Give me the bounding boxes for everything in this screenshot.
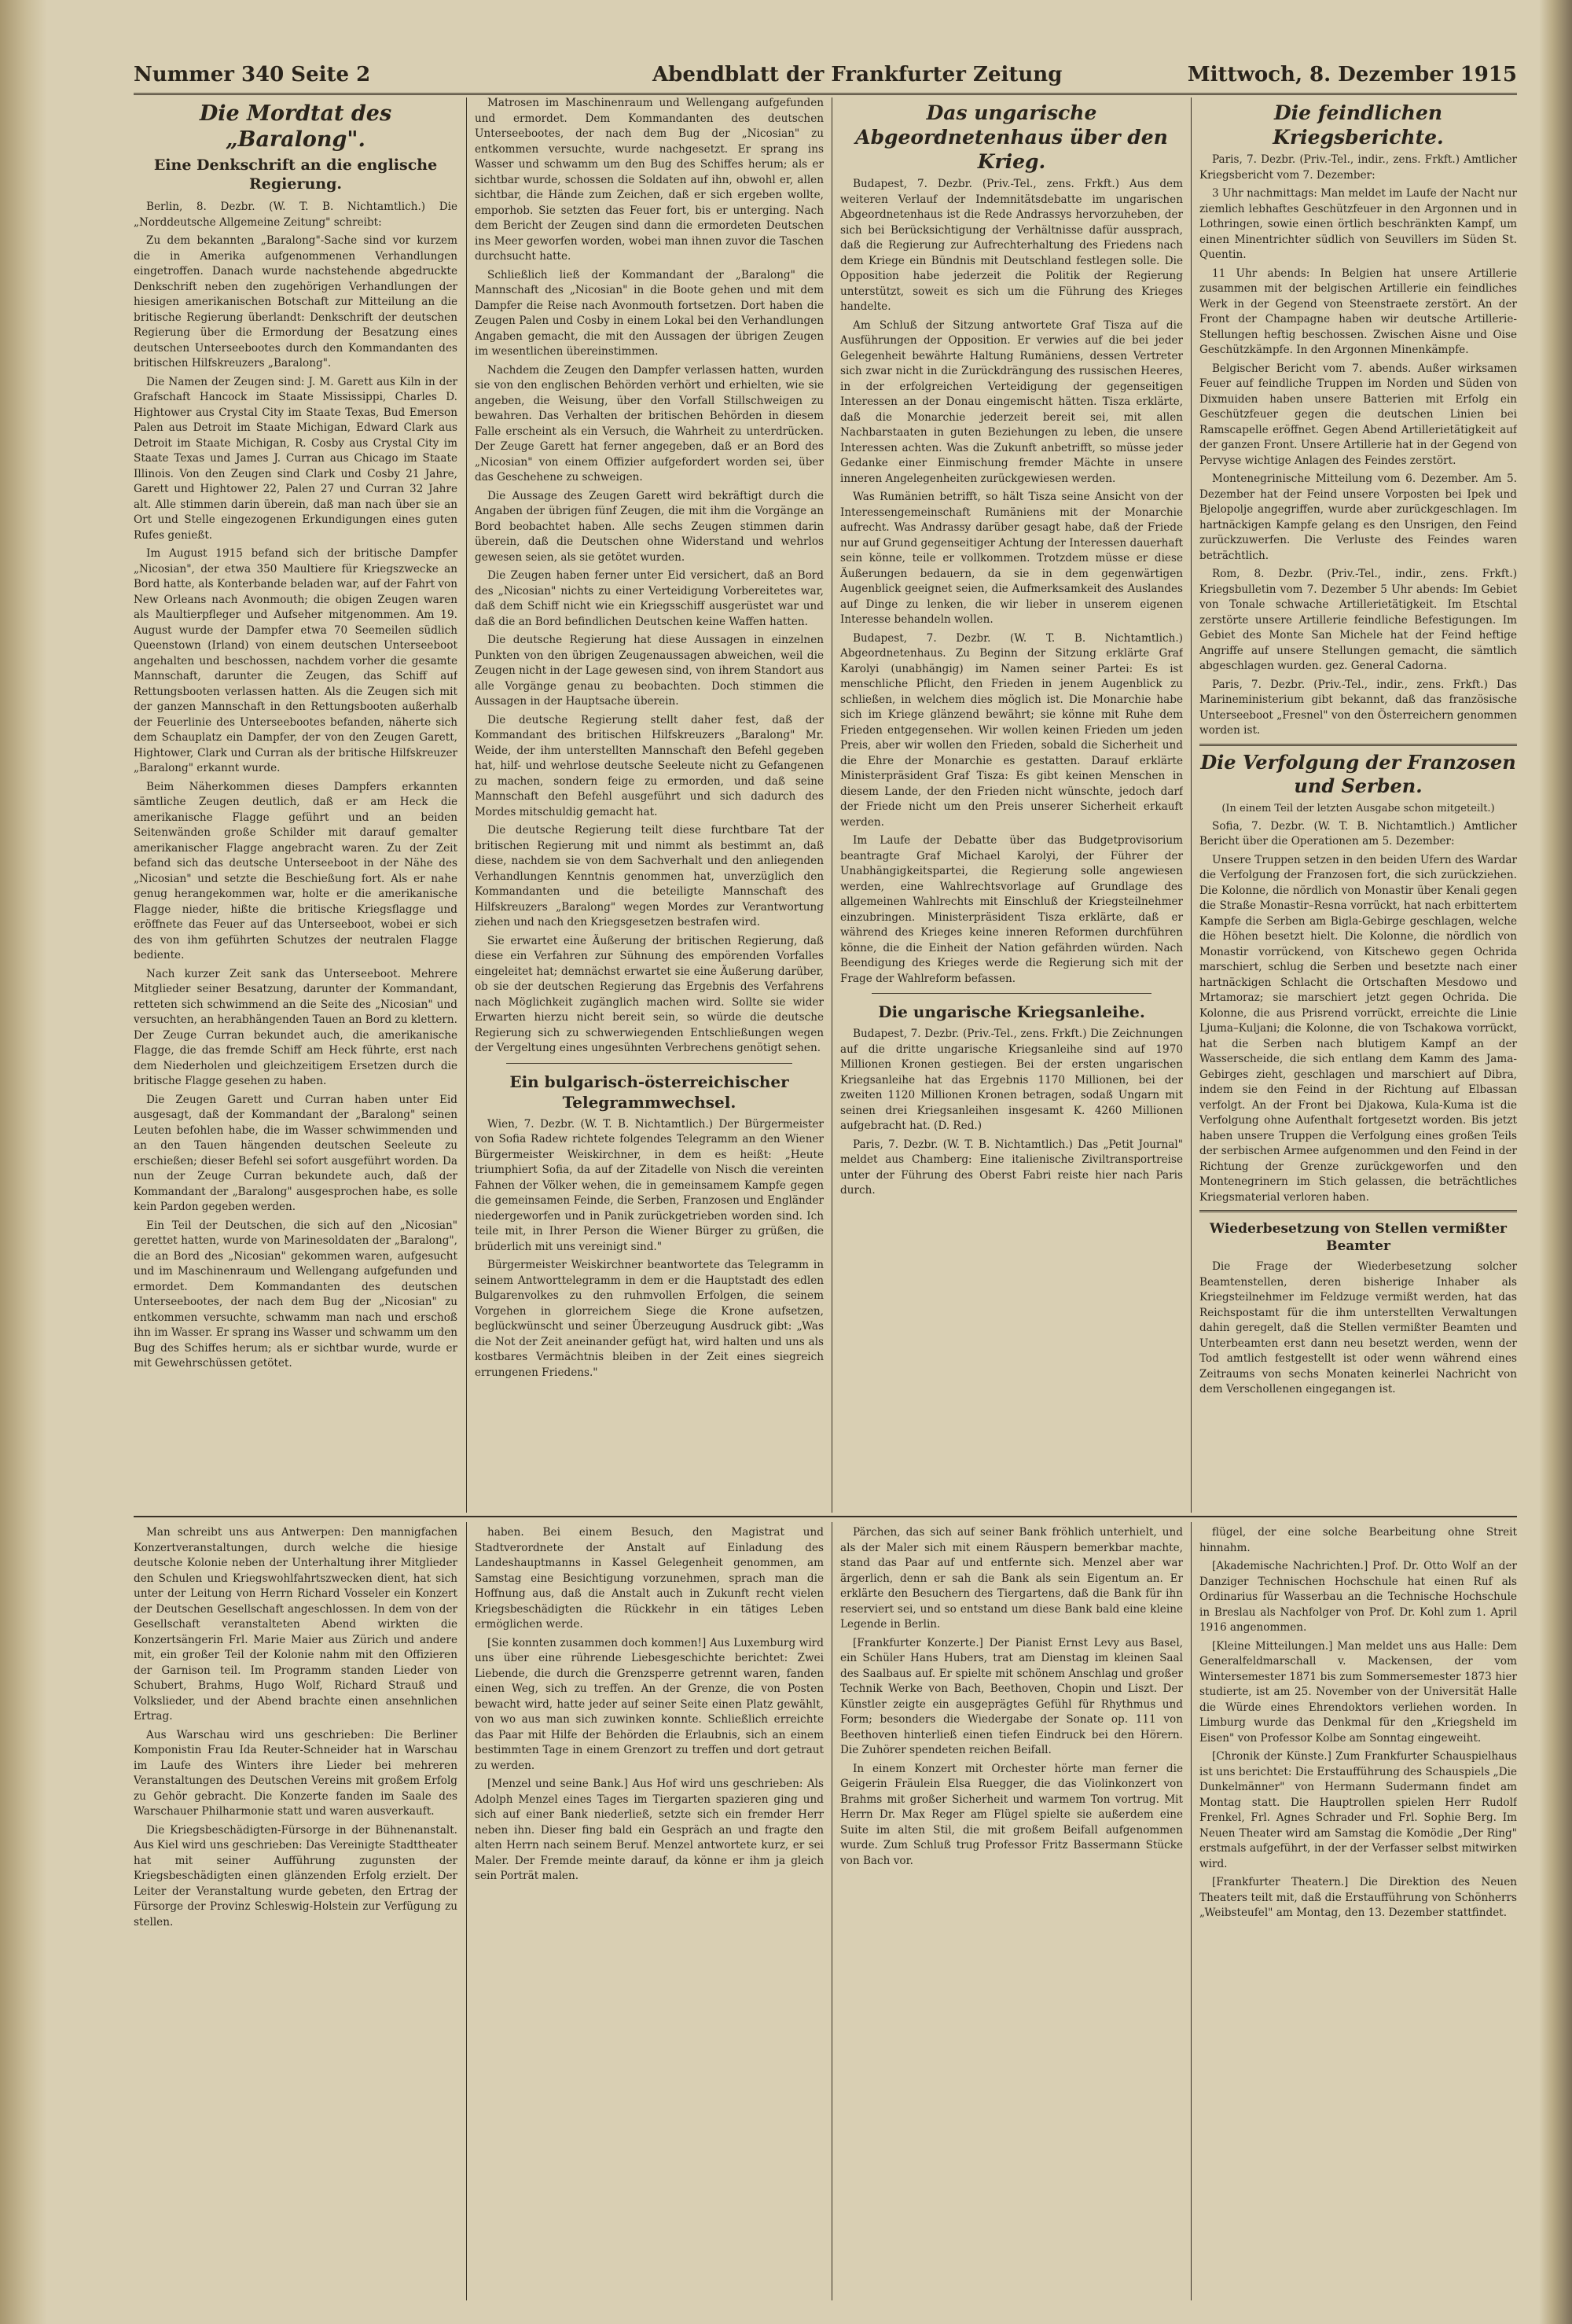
- paragraph: Am Schluß der Sitzung antwortete Graf Tisza auf die Ausführungen der Opposition. Er verwies auf die bei jeder Gelegenheit bewährte Haltung Rumäniens, dessen Vertreter sich zwar nicht in die Zurückdrängung des russischen Heeres, in der erfolgreichen Verteidigung der gegenseitigen Interessen an der Donau eingemischt hätten. Tisza erklärte, daß die Monarchie jederzeit bereit sei, mit allen Nachbarstaaten in guten Beziehungen zu leben, die unsere Interessen achten. Was die Zukunft anbetrifft, so müsse jeder Gedanke einer Einmischung fremder Mächte in unsere inneren Angelegenheiten zurückgewiesen werden.: [840, 318, 1183, 485]
- issue-date: Mittwoch, 8. Dezember 1915: [1187, 63, 1517, 86]
- paragraph: haben. Bei einem Besuch, den Magistrat und Stadtverordnete der Anstalt auf Einladung des Landeshauptmanns in Kassel Gelegenheit genommen, am Samstag eine Besichtigung vorzunehmen, sprach man die Hoffnung aus, daß die Anstalt auch in Zukunft recht vielen Kriegsbeschädigten die Rückkehr in ein tätiges Leben ermöglichen werde.: [475, 1526, 824, 1631]
- paragraph: Die Zeugen haben ferner unter Eid versichert, daß an Bord des „Nicosian" nichts zu einer Verteidigung Vorbereitetes war, daß dem Schiff nicht wie ein Kriegsschiff ausgerüstet war und daß die an Bord befindlichen Deutschen keine Waffen hatten.: [475, 569, 824, 628]
- paragraph: Man schreibt uns aus Antwerpen: Den mannigfachen Konzertveranstaltungen, durch welche die hiesige deutsche Kolonie neben der Unterhaltung ihrer Mitglieder den Schulen und Kriegswohlfahrtszwecken dient, hat sich unter der Leitung von Herrn Richard Vosseler ein Konzert der Deutschen Gesellschaft angeschlossen. In dem von der Gesellschaft veranstalteten Abend wirkten die Konzertsängerin Frl. Marie Maier aus Zürich und andere mit, ein großer Teil der Kolonie nahm mit den Offizieren der Garnison teil. Im Programm standen Lieder von Schubert, Brahms, Hugo Wolf, Richard Strauß und Volkslieder, und der Abend brachte einen ansehnlichen Ertrag.: [134, 1526, 457, 1723]
- paragraph: Schließlich ließ der Kommandant der „Baralong" die Mannschaft des „Nicosian" in die Boote gehen und mit dem Dampfer die Reise nach Avonmouth fortsetzen. Dort haben die Zeugen Palen und Cosby in einem Lokal bei den Verhandlungen Angaben gemacht, die mit den Aussagen der übrigen Zeugen im wesentlichen übereinstimmen.: [475, 268, 824, 358]
- paragraph: Die Kriegsbeschädigten-Fürsorge in der Bühnenanstalt. Aus Kiel wird uns geschrieben: Das Vereinigte Stadttheater hat mit seiner Aufführung zugunsten der Kriegsbeschädigten einen glänzenden Erfolg erzielt. Der Leiter der Veranstaltung wurde gebeten, den Ertrag der Fürsorge der Provinz Schleswig-Holstein zur Verfügung zu stellen.: [134, 1823, 457, 1929]
- article-title: Die Verfolgung der Franzosen und Serben.: [1200, 750, 1516, 797]
- paragraph: 11 Uhr abends: In Belgien hat unsere Artillerie zusammen mit der belgischen Artillerie ein feindliches Werk in der Gegend von Steenstraete zerstört. An der Front der Champagne haben wir deutsche Artillerie-Stellungen heftig beschossen. Zwischen Aisne und Oise Geschützkämpfe. In den Argonnen Minenkämpfe.: [1199, 267, 1517, 356]
- paragraph: Die deutsche Regierung stellt daher fest, daß der Kommandant des britischen Hilfskreuzers „Baralong" Mr. Weide, der ihm unterstellten Mannschaft den Befehl gegeben hat, hilf- und wehrlose deutsche Seeleute nicht zu Gefangenen zu machen, sondern feige zu ermorden, und daß seine Mannschaft den Befehl ausgeführt und sich dadurch des Mordes mitschuldig gemacht hat.: [475, 713, 824, 818]
- paragraph: Nachdem die Zeugen den Dampfer verlassen hatten, wurden sie von den englischen Behörden verhört und erhielten, wie sie angeben, die Weisung, über den Vorfall Stillschweigen zu bewahren. Das Verhalten der britischen Behörden in diesem Falle erscheint als ein Versuch, die Wahrheit zu unterdrücken. Der Zeuge Garett hat ferner angegeben, daß er an Bord des „Nicosian" von einem Offizier aufgefordert worden sei, über das Geschehene zu schweigen.: [475, 363, 824, 484]
- paragraph: Die Namen der Zeugen sind: J. M. Garett aus Kiln in der Grafschaft Hancock im Staate Mississippi, Charles D. Hightower aus Crystal City im Staate Texas, Bud Emerson Palen aus Detroit im Staate Michigan, Edward Clark aus Detroit im Staate Michigan, R. Cosby aus Crystal City im Staate Texas und James J. Curran aus Chicago im Staate Illinois. Von den Zeugen sind Clark und Cosby 21 Jahre, Garett und Hightower 22, Palen 27 und Curran 32 Jahre alt. Alle stimmen darin überein, daß man nach über sie an Ort und Stelle eingezogenen Erkundigungen eines guten Rufes genießt.: [134, 375, 457, 542]
- paragraph: Nach kurzer Zeit sank das Unterseeboot. Mehrere Mitglieder seiner Besatzung, darunter der Kommandant, retteten sich schwimmend an die Seite des „Nicosian" und versuchten, an herabhängenden Tauen an Bord zu klettern. Der Zeuge Curran bekundet auch, die amerikanische Flagge, die das fremde Schiff am Heck führte, erst nach dem Niederholen und gleichzeitigem Ersetzen durch die britische Flagge gesehen zu haben.: [134, 967, 457, 1087]
- section-divider: [506, 1063, 792, 1064]
- feuilleton-column-3: [840, 1525, 1183, 2296]
- paragraph: Unsere Truppen setzen in den beiden Ufern des Wardar die Verfolgung der Franzosen fort, die sich zurückziehen. Die Kolonne, die nördlich von Monastir über Kenali gegen die Straße Monastir–Resna vorrückt, hat nach erbittertem Kampfe die Serben am Bigla-Gebirge geschlagen, welche die Höhen besetzt hielt. Die Kolonne, die nördlich von Monastir vorrückend, von Kitschewo gegen Ochrida marschiert, schlug die Serben und besetzte nach einer hartnäckigen Schlacht die Ortschaften Mesdowo und Mrtamoraz; sie marschiert jetzt gegen Ochrida. Die Kolonne, die aus Prisrend vorrückt, erreichte die Linie Ljuma–Kuljani; die Kolonne, die von Tschakowa vorrückt, hat die Serben nach blutigem Kampf an der Wasserscheide, die sich entlang dem Kamm des Jama-Gebirges zieht, geschlagen und marschiert auf Dibra, indem sie den Feind in der Richtung auf Elbassan verfolgt. An der Front bei Djakowa, Kula-Kuma ist die Verfolgung ohne Aufenthalt fortgesetzt worden. Bis jetzt haben unsere Truppen die Verfolgung eines großen Teils der serbischen Armee aufgenommen und den Feind in der Richtung der Grenze zurückgeworfen und den Montenegrinern im Stich gelassen, die beträchtliches Kriegsmaterial verloren haben.: [1199, 853, 1517, 1204]
- article-hungarian-parliament: [840, 96, 1183, 1511]
- paragraph: Paris, 7. Dezbr. (Priv.-Tel., indir., zens. Frkft.) Amtlicher Kriegsbericht vom 7. Dezember:: [1199, 153, 1517, 182]
- article-title: Die Mordtat des „Baralong".: [199, 101, 392, 152]
- paragraph: Aus Warschau wird uns geschrieben: Die Berliner Komponistin Frau Ida Reuter-Schneider hat in Warschau im Laufe des Winters ihre Lieder bei mehreren Veranstaltungen des Deutschen Vereins mit großem Erfolg zu Gehör gebracht. Die Konzerte fanden im Saale des Warschauer Philharmonie statt und waren ausverkauft.: [134, 1728, 457, 1818]
- paragraph: Was Rumänien betrifft, so hält Tisza seine Ansicht von der Interessengemeinschaft Rumäniens mit der Monarchie aufrecht. Was Andrassy darüber gesagt habe, daß der Friede nur auf Grund gegenseitiger Achtung der Interessen dauerhaft sein könne, teile er vollkommen. Trotzdem müsse er diese Äußerungen bedauern, da sie in dem gegenwärtigen Augenblick geeignet seien, die Aufmerksamkeit des Auslandes auf Dinge zu lenken, die wir lieber in unserem eigenen Interesse behandeln wollen.: [840, 491, 1183, 626]
- article-title: Ein bulgarisch-österreichischer Telegrammwechsel.: [509, 1072, 789, 1112]
- paragraph: Matrosen im Maschinenraum und Wellengang aufgefunden und ermordet. Dem Kommandanten des deutschen Unterseebootes, der nach dem Bug der „Nicosian" zu entkommen versuchte, wurde nachgesetzt. Er sprang ins Wasser und schwamm um den Bug des Schiffes herum; als er sichtbar wurde, schossen die Soldaten auf ihn, obwohl er, allen sichtbar, die Hände zum Zeichen, daß er sich ergeben wollte, emporhob. Sie setzten das Feuer fort, bis er unterging. Nach dem Bericht der Zeugen sind dann die ermordeten Deutschen ins Meer geworfen worden, wobei man ihnen zuvor die Taschen durchsucht hatte.: [475, 97, 824, 263]
- paragraph: Budapest, 7. Dezbr. (Priv.-Tel., zens. Frkft.) Aus dem weiteren Verlauf der Indemnitätsdebatte im ungarischen Abgeordnetenhaus ist die Rede Andrassys hervorzuheben, der sich bei Berücksichtigung der Verhältnisse dafür aussprach, daß die Regierung zur Aufrechterhaltung des Friedens nach dem Kriege ein Bündnis mit Deutschland festlegen solle. Die Opposition habe jederzeit die Politik der Regierung unterstützt, soweit es sich um die Führung des Krieges handelte.: [840, 178, 1183, 313]
- paragraph: Die Frage der Wiederbesetzung solcher Beamtenstellen, deren bisherige Inhaber als Kriegsteilnehmer im Feldzuge vermißt werden, hat das Reichspostamt für die ihm unterstellten Verwaltungen dahin geregelt, daß die Stellen vermißter Beamten und Unterbeamten erst dann neu besetzt werden, wenn der Tod amtlich festgestellt ist oder wenn während eines Zeitraums von sechs Monaten keinerlei Nachricht von dem Verschollenen eingegangen ist.: [1199, 1260, 1517, 1396]
- feuilleton-column-4: [1199, 1525, 1517, 2296]
- paragraph: Bürgermeister Weiskirchner beantwortete das Telegramm in seinem Antworttelegramm in dem er die Hauptstadt des edlen Bulgarenvolkes zu den ruhmvollen Erfolgen, die seinem Vorgehen in glorreichem Siege die Krone aufsetzen, beglückwünscht und seiner Überzeugung Ausdruck gibt: „Was die Not der Zeit aneinander gefügt hat, wird halten und uns als kostbares Vermächtnis bleiben in der Zeit eines siegreich errungenen Friedens.": [475, 1259, 824, 1379]
- paragraph: [Akademische Nachrichten.] Prof. Dr. Otto Wolf an der Danziger Technischen Hochschule hat einen Ruf als Ordinarius für Wasserbau an die Technische Hochschule in Breslau als Nachfolger von Prof. Dr. Kohl zum 1. April 1916 angenommen.: [1199, 1560, 1517, 1634]
- paragraph: [Frankfurter Konzerte.] Der Pianist Ernst Levy aus Basel, ein Schüler Hans Hubers, trat am Dienstag im kleinen Saal des Saalbaus auf. Er spielte mit schönem Anschlag und großer Technik Werke von Bach, Beethoven, Chopin und Liszt. Der Künstler zeigte ein ausgeprägtes Gefühl für Rhythmus und Form; besonders die Wiedergabe der Sonate op. 111 von Beethoven hinterließ einen tiefen Eindruck bei den Hörern. Die Zuhörer spendeten reichen Beifall.: [840, 1636, 1183, 1756]
- section-divider: [1199, 1210, 1517, 1212]
- paragraph: Die Aussage des Zeugen Garett wird bekräftigt durch die Angaben der übrigen fünf Zeugen, die mit ihm die Vorgänge an Bord beobachtet haben. Alle sechs Zeugen stimmen darin überein, daß die Deutschen ohne Widerstand und wehrlos gewesen seien, als sie getötet wurden.: [475, 489, 824, 564]
- paragraph: [Frankfurter Theatern.] Die Direktion des Neuen Theaters teilt mit, daß die Erstaufführung von Schönherrs „Weibsteufel" am Montag, den 13. Dezember stattfindet.: [1199, 1876, 1517, 1919]
- paragraph: Die Zeugen Garett und Curran haben unter Eid ausgesagt, daß der Kommandant der „Baralong" seinen Leuten befohlen habe, die im Wasser schwimmenden und an den Tauen hängenden deutschen Seeleute zu erschießen; dieser Befehl sei sofort ausgeführt worden. Da nun der Zeuge Curran bekundete auch, daß der Kommandant der „Baralong" ausgesprochen habe, es solle kein Pardon gegeben werden.: [134, 1093, 457, 1213]
- paragraph: Die deutsche Regierung teilt diese furchtbare Tat der britischen Regierung mit und nimmt als bestimmt an, daß diese, nachdem sie von dem Sachverhalt und den anliegenden Verhandlungen Kenntnis genommen hat, unverzüglich den Kommandanten und die beteiligte Mannschaft des Hilfskreuzers „Baralong" wegen Mordes zur Verantwortung ziehen und nach den Kriegsgesetzen bestrafen wird.: [475, 824, 824, 928]
- paragraph: Ein Teil der Deutschen, die sich auf den „Nicosian" gerettet hatten, wurde von Marinesoldaten der „Baralong", die an Bord des „Nicosian" gekommen waren, aufgesucht und im Maschinenraum und Wellengang aufgefunden und ermordet. Dem Kommandanten des deutschen Unterseebootes, der nach dem Bug der „Nicosian" zu entkommen versuchte, schwamm man nach und erschoß ihn im Wasser. Er sprang ins Wasser und schwamm um den Bug des Schiffes herum; als er sichtbar wurde, wurde er mit Gewehrschüssen getötet.: [134, 1219, 457, 1370]
- paragraph: Budapest, 7. Dezbr. (W. T. B. Nichtamtlich.) Abgeordnetenhaus. Zu Beginn der Sitzung erklärte Graf Karolyi (unabhängig) im Namen seiner Partei: Es ist menschliche Pflicht, den Frieden in jenem Augenblick zu schließen, in welchem dies möglich ist. Die Monarchie habe sich im Kriege glänzend bewährt; sie könne mit Ruhe dem Frieden entgegensehen. Wir wollen keinen Frieden um jeden Preis, aber wir wollen den Frieden, sobald die Sicherheit und die Ehre der Monarchie es gestatten. Darauf erklärte Ministerpräsident Graf Tisza: Es gibt keinen Menschen in diesem Lande, der den Frieden nicht wünschte, jedoch darf der Friede nicht um den Preis unserer Sicherheit erkauft werden.: [840, 631, 1183, 829]
- paragraph: Beim Näherkommen dieses Dampfers erkannten sämtliche Zeugen deutlich, daß er am Heck die amerikanische Flagge geführt und an beiden Seitenwänden große Schilder mit darauf gemalter amerikanischer Flagge angebracht waren. Zu der Zeit befand sich das deutsche Unterseeboot in der Nähe des „Nicosian" und setzte die Beschießung fort. Als er nahe genug herangekommen war, holte er die amerikanische Flagge nieder, hißte die britische Kriegsflagge und eröffnete das Feuer auf das Unterseeboot, wobei er sich des von ihm geführten Schutzes der neutralen Flagge bediente.: [134, 780, 457, 962]
- paragraph: Budapest, 7. Dezbr. (Priv.-Tel., zens. Frkft.) Die Zeichnungen auf die dritte ungarische Kriegsanleihe sind auf 1970 Millionen Kronen gestiegen. Bei der ersten ungarischen Kriegsanleihe hat das Ergebnis 1170 Millionen, bei der zweiten 1120 Millionen Kronen betragen, sodaß Ungarn mit seinen drei Kriegsanleihen insgesamt K. 4260 Millionen aufgebracht hat. (D. Red.): [840, 1028, 1183, 1132]
- article-title: Die ungarische Kriegsanleihe.: [878, 1002, 1145, 1021]
- issue-number: Nummer 340 Seite 2: [134, 63, 371, 86]
- article-baralong-continued: [475, 96, 824, 1511]
- column-rule: [1191, 1522, 1192, 2300]
- paragraph: 3 Uhr nachmittags: Man meldet im Laufe der Nacht nur ziemlich lebhaftes Geschützfeuer in den Argonnen und in Lothringen, sowie einen örtlich beschränkten Kampf, um einen Minentrichter südlich von Seuvillers im Süden St. Quentin.: [1199, 187, 1517, 261]
- article-note: (In einem Teil der letzten Ausgabe schon mitgeteilt.): [1221, 802, 1495, 815]
- paragraph: Zu dem bekannten „Baralong"-Sache sind vor kurzem die in Amerika aufgenommenen Verhandlungen eingetroffen. Danach wurde nachstehende abgedruckte Denkschrift neben den zugehörigen Verhandlungen der hiesigen amerikanischen Botschaft zur Mitteilung an die britische Regierung überlandt: Denkschrift der deutschen Regierung über die Ermordung der Besatzung eines deutschen Unterseebootes durch den Kommandanten des britischen Hilfskreuzers „Baralong".: [134, 234, 457, 370]
- paragraph: [Kleine Mitteilungen.] Man meldet uns aus Halle: Dem Generalfeldmarschall v. Mackensen, der vom Wintersemester 1871 bis zum Sommersemester 1873 hier studierte, ist am 25. November von der Universität Halle die Würde eines Ehrendoktors verliehen worden. In Limburg wurde das Denkmal für den „Kriegsheld im Eisen" von Professor Kolbe am Sonntag eingeweiht.: [1199, 1639, 1517, 1745]
- column-rule: [466, 97, 467, 1513]
- article-title: Das ungarische Abgeordnetenhaus über den Krieg.: [855, 101, 1168, 173]
- column-rule: [1191, 97, 1192, 1513]
- section-divider: [1199, 744, 1517, 746]
- article-baralong: [134, 96, 457, 1511]
- paragraph: [Chronik der Künste.] Zum Frankfurter Schauspielhaus ist uns berichtet: Die Erstaufführung des Schauspiels „Die Dunkelmänner" von Hermann Sudermann findet am Montag statt. Die Hauptrollen spielen Herr Rudolf Frenkel, Frl. Agnes Schrader und Frl. Sophie Berg. Im Neuen Theater wird am Samstag die Komödie „Der Ring" erstmals aufgeführt, in der der Verfasser selbst mitwirken wird.: [1199, 1750, 1517, 1870]
- paragraph: Im Laufe der Debatte über das Budgetprovisorium beantragte Graf Michael Karolyi, der Führer der Unabhängigkeitspartei, die Regierung solle angewiesen werden, eine Wahlrechtsvorlage auf Grundlage des allgemeinen Wahlrechts mit Einschluß der Kriegsteilnehmer einzubringen. Ministerpräsident Tisza erklärte, daß er während des Krieges keine inneren Reformen durchführen könne, die die Einheit der Nation gefährden würden. Nach Beendigung des Krieges werde die Regierung sich mit der Frage der Wahlreform befassen.: [840, 834, 1183, 985]
- paragraph: Belgischer Bericht vom 7. abends. Außer wirksamen Feuer auf feindliche Truppen im Norden und Süden von Dixmuiden haben unsere Batterien mit Erfolg ein Geschützfeuer gegen die deutschen Linien bei Ramscapelle eröffnet. Gegen Abend Artillerietätigkeit auf der ganzen Front. Unsere Artillerie hat in der Gegend von Pervyse wichtige Anlagen des Feindes zerstört.: [1199, 362, 1517, 467]
- paragraph: Paris, 7. Dezbr. (W. T. B. Nichtamtlich.) Das „Petit Journal" meldet aus Chamberg: Eine italienische Ziviltransportreise unter der Führung des Oberst Fabri reiste hier nach Paris durch.: [840, 1138, 1183, 1197]
- article-enemy-reports: [1199, 96, 1517, 1511]
- section-divider: [872, 993, 1151, 994]
- paragraph: In einem Konzert mit Orchester hörte man ferner die Geigerin Fräulein Elsa Ruegger, die das Violinkonzert von Brahms mit großer Sicherheit und warmem Ton vortrug. Mit Herrn Dr. Max Reger am Flügel spielte sie außerdem eine Suite im alten Stil, die mit großem Beifall aufgenommen wurde. Zum Schluß trug Professor Fritz Bassermann Stücke von Bach vor.: [840, 1762, 1183, 1867]
- newspaper-title: Abendblatt der Frankfurter Zeitung: [652, 63, 1063, 86]
- article-subtitle: Eine Denkschrift an die englische Regierung.: [153, 156, 438, 193]
- paragraph: Wien, 7. Dezbr. (W. T. B. Nichtamtlich.) Der Bürgermeister von Sofia Radew richtete folgendes Telegramm an den Wiener Bürgermeister Weiskirchner, in dem es heißt: „Heute triumphiert Sofia, da auf der Zitadelle von Nisch die vereinten Fahnen der Völker wehen, die in gemeinsamem Kampfe gegen die gemeinsamen Feinde, die Serben, Franzosen und Engländer niedergeworfen und in Panik zurückgetrieben worden sind. Ich teile mit, in Ihrer Person die Wiener Bürger zu grüßen, die brüderlich mit uns vereinigt sind.": [475, 1117, 824, 1253]
- article-title: Die feindlichen Kriegsberichte.: [1273, 101, 1444, 149]
- page-edge: [1539, 0, 1572, 2324]
- page-binding: [0, 0, 47, 2324]
- paragraph: Montenegrinische Mitteilung vom 6. Dezember. Am 5. Dezember hat der Feind unsere Vorposten bei Ipek und Bjelopolje angegriffen, wurde aber zurückgeschlagen. Im hartnäckigen Kampfe gelang es den Unsrigen, den Feind zurückzuwerfen. Die Verluste des Feindes waren beträchtlich.: [1199, 473, 1517, 562]
- paragraph: [Menzel und seine Bank.] Aus Hof wird uns geschrieben: Als Adolph Menzel eines Tages im Tiergarten spazieren ging und sich auf einer Bank niederließ, setzte sich ein fremder Herr neben ihn. Dieser fing bald ein Gespräch an und fragte den alten Herrn nach seinem Beruf. Menzel antwortete kurz, er sei Maler. Der Fremde meinte darauf, da könne er ihm ja gleich sein Porträt malen.: [475, 1778, 824, 1882]
- paragraph: Rom, 8. Dezbr. (Priv.-Tel., indir., zens. Frkft.) Kriegsbulletin vom 7. Dezember 5 Uhr abends: Im Gebiet von Tonale schwache Artillerietätigkeit. Im Etschtal zerstörte unsere Artillerie feindliche Befestigungen. Im Gebiet des Monte San Michele hat der Feind heftige Angriffe auf unsere Stellungen gemacht, die sämtlich abgeschlagen wurden. gez. General Cadorna.: [1199, 568, 1517, 672]
- feuilleton-separator: [134, 1516, 1517, 1517]
- column-rule: [466, 1522, 467, 2300]
- paragraph: Berlin, 8. Dezbr. (W. T. B. Nichtamtlich.) Die „Norddeutsche Allgemeine Zeitung" schreibt:: [134, 200, 457, 229]
- paragraph: Die deutsche Regierung hat diese Aussagen in einzelnen Punkten von den übrigen Zeugenaussagen abweichen, weil die Zeugen nicht in der Lage gewesen sind, von ihrem Standort aus alle Vorgänge genau zu beobachten. Doch stimmen die Aussagen in der Hauptsache überein.: [475, 634, 824, 708]
- paragraph: Pärchen, das sich auf seiner Bank fröhlich unterhielt, und als der Maler sich mit einem Räuspern bemerkbar machte, stand das Paar auf und entfernte sich. Menzel aber war ärgerlich, denn er sah die Bank als sein Eigentum an. Er erklärte den Besuchern des Tiergartens, daß die Bank für ihn reserviert sei, und so entstand um diese Bank bald eine kleine Legende in Berlin.: [840, 1526, 1183, 1631]
- paragraph: Im August 1915 befand sich der britische Dampfer „Nicosian", der etwa 350 Maultiere für Kriegszwecke an Bord hatte, als Konterbande beladen war, auf der Fahrt von New Orleans nach Avonmouth; die obigen Zeugen waren als Maultierpfleger und Aufseher mitgenommen. Am 19. August wurde der Dampfer etwa 70 Seemeilen südlich Queenstown (Irland) von einem deutschen Unterseeboot angehalten und beschossen, nachdem vorher die gesamte Mannschaft, darunter die Zeugen, das Schiff auf Rettungsbooten verlassen hatten. Als die Zeugen sich mit der ganzen Mannschaft in den Rettungsbooten außerhalb der Feuerlinie des Unterseebootes befanden, näherte sich dem Schauplatz ein Dampfer, der von den Zeugen Garett, Hightower, Clark und Curran als der britische Hilfskreuzer „Baralong" erkannt wurde.: [134, 547, 457, 774]
- paragraph: Paris, 7. Dezbr. (Priv.-Tel., indir., zens. Frkft.) Das Marineministerium gibt bekannt, daß das französische Unterseeboot „Fresnel" von den Österreichern genommen worden ist.: [1199, 678, 1517, 737]
- paragraph: Sie erwartet eine Äußerung der britischen Regierung, daß diese ein Verfahren zur Sühnung des empörenden Vorfalles eingeleitet hat; demnächst erwartet sie eine Äußerung darüber, ob sie der deutschen Regierung das Ergebnis des Verfahrens nach Möglichkeit zugänglich machen wird. Sollte sie wider Erwarten hierzu nicht bereit sein, so würde die deutsche Regierung sich zu schwerwiegenden Entschließungen wegen der Vergeltung eines ungesühnten Verbrechens genötigt sehen.: [475, 934, 824, 1054]
- paragraph: flügel, der eine solche Bearbeitung ohne Streit hinnahm.: [1199, 1526, 1517, 1554]
- feuilleton-column-2: [475, 1525, 824, 2296]
- feuilleton-column-1: [134, 1525, 457, 2296]
- paragraph: Sofia, 7. Dezbr. (W. T. B. Nichtamtlich.) Amtlicher Bericht über die Operationen am 5. Dezember:: [1199, 819, 1517, 848]
- page-header: [134, 61, 1517, 95]
- paragraph: [Sie konnten zusammen doch kommen!] Aus Luxemburg wird uns über eine rührende Liebesgeschichte berichtet: Zwei Liebende, die durch die Grenzsperre getrennt waren, fanden einen Weg, sich zu treffen. An der Grenze, die von Posten bewacht wird, hatte jeder auf seiner Seite einen Platz gewählt, von wo aus man sich zuwinken konnte. Schließlich erreichte das Paar mit Hilfe der Behörden die Erlaubnis, sich an einem bestimmten Tage in einem Grenzort zu treffen und dort getraut zu werden.: [475, 1636, 824, 1772]
- article-title: Wiederbesetzung von Stellen vermißter Beamter: [1210, 1221, 1507, 1254]
